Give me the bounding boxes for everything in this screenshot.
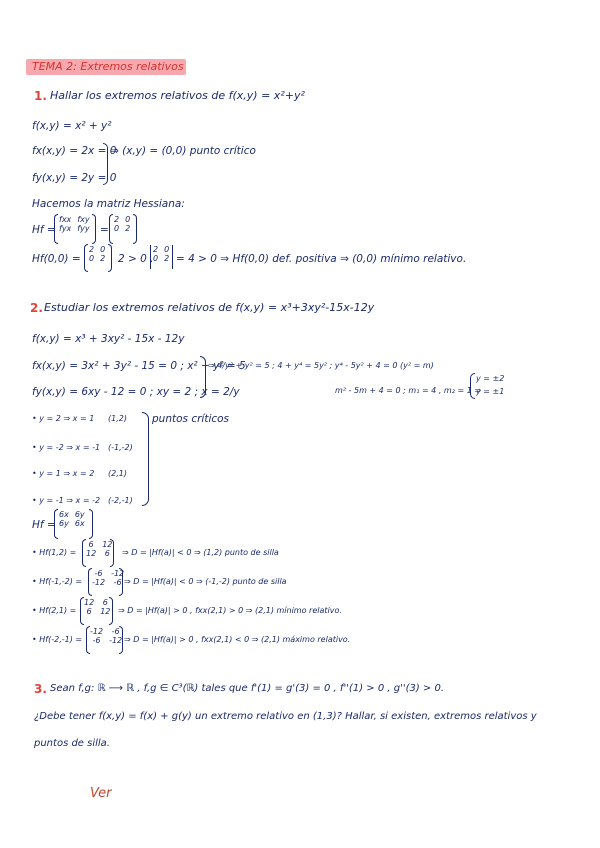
problem-3-number: 3.	[34, 682, 47, 696]
matrix-cell: 12	[86, 549, 97, 558]
matrix-cell: -12	[92, 578, 106, 587]
bracket-left	[54, 509, 58, 539]
p1-hf-label: Hf =	[32, 224, 56, 236]
matrix-cell: 6x	[59, 510, 69, 519]
eval-4-label: • Hf(-2,-1) =	[32, 635, 83, 644]
case-4-point: (-2,-1)	[108, 496, 133, 505]
case-1-point: (1,2)	[108, 414, 127, 423]
p2-hessian-symbolic	[59, 510, 85, 528]
problem-1-statement: Hallar los extremos relativos de f(x,y) = x²+y²	[50, 89, 305, 102]
bracket-left	[109, 214, 113, 244]
matrix-cell: 6y	[59, 519, 69, 528]
matrix-cell: -12	[111, 569, 125, 578]
matrix-cell: fyx	[59, 224, 72, 233]
p1-system-brace	[103, 143, 108, 185]
matrix-cell: 12	[84, 598, 95, 607]
p1-fy: fy(x,y) = 2y = 0	[32, 172, 117, 184]
matrix-cell: -6	[92, 636, 101, 645]
eval-1-matrix	[86, 540, 112, 558]
matrix-cell: -6	[111, 627, 120, 636]
root-y-2: y = ±2	[476, 374, 505, 383]
bracket-right	[110, 539, 114, 567]
problem-1-number: 1.	[34, 89, 47, 103]
eval-3-label: • Hf(2,1) =	[32, 606, 77, 615]
problem-3-line-3: puntos de silla.	[34, 738, 110, 749]
p1-first-minor: 2 > 0 ,	[118, 253, 154, 265]
matrix-cell: -12	[90, 627, 104, 636]
case-4-condition: • y = -1 ⇒ x = -2	[32, 496, 101, 505]
p2-system-brace	[200, 356, 206, 398]
topic-banner	[26, 59, 186, 75]
p2-quadratic: m² - 5m + 4 = 0 ; m₁ = 4 , m₂ = 1 ⇒	[335, 386, 482, 395]
eval-1-label: • Hf(1,2) =	[32, 548, 77, 557]
p1-fx: fx(x,y) = 2x = 0	[32, 145, 117, 157]
matrix-cell: 0	[100, 245, 106, 254]
p1-hessian-symbolic	[59, 215, 90, 233]
p1-hf00-matrix	[89, 245, 105, 263]
bracket-right	[119, 626, 123, 654]
p1-determinant	[153, 245, 169, 263]
p1-critical-point: ⇒ (x,y) = (0,0) punto crítico	[110, 145, 256, 157]
problem-3-line-2: ¿Debe tener f(x,y) = f(x) + g(y) un extremo relativo en (1,3)? Hallar, si existen, extremos relativos y	[34, 711, 537, 722]
matrix-cell: -6	[113, 578, 122, 587]
matrix-cell: 6x	[74, 519, 85, 528]
eval-4-result: ⇒ D = |Hf(a)| > 0 , fxx(2,1) < 0 ⇒ (2,1) máximo relativo.	[124, 635, 351, 644]
det-bar	[150, 245, 151, 269]
case-1-condition: • y = 2 ⇒ x = 1	[32, 414, 95, 423]
problem-2-statement: Estudiar los extremos relativos de f(x,y) = x³+3xy²-15x-12y	[44, 301, 375, 314]
p1-function: f(x,y) = x² + y²	[32, 120, 112, 132]
matrix-cell: fxy	[77, 215, 90, 224]
matrix-cell: 0	[89, 254, 95, 263]
eval-3-result: ⇒ D = |Hf(a)| > 0 , fxx(2,1) > 0 ⇒ (2,1) mínimo relativo.	[118, 606, 342, 615]
p2-fy: fy(x,y) = 6xy - 12 = 0 ; xy = 2 ; x = 2/y	[32, 386, 240, 398]
p1-hessian-intro: Hacemos la matriz Hessiana:	[32, 198, 185, 210]
bracket-left	[54, 214, 58, 244]
bracket-right	[133, 214, 137, 244]
matrix-cell: 12	[102, 540, 113, 549]
matrix-cell: 2	[100, 254, 106, 263]
matrix-cell: 6y	[74, 510, 85, 519]
det-bar	[172, 245, 173, 269]
bracket-right	[108, 244, 112, 272]
case-3-condition: • y = 1 ⇒ x = 2	[32, 469, 95, 478]
matrix-cell: -6	[94, 569, 103, 578]
matrix-cell: 0	[125, 215, 131, 224]
bracket-left	[84, 244, 88, 272]
matrix-cell: 6	[88, 540, 94, 549]
equals-sign: =	[100, 224, 109, 236]
ver-link[interactable]: Ver	[90, 786, 112, 801]
eval-2-result: ⇒ D = |Hf(a)| < 0 ⇒ (-1,-2) punto de silla	[124, 577, 287, 586]
eval-2-label: • Hf(-1,-2) =	[32, 577, 83, 586]
bracket-right	[92, 214, 96, 244]
matrix-cell: 6	[104, 549, 110, 558]
matrix-cell: 0	[114, 224, 120, 233]
problem-2-number: 2.	[30, 301, 43, 315]
case-3-point: (2,1)	[108, 469, 127, 478]
topic-title: TEMA 2: Extremos relativos	[32, 60, 184, 73]
matrix-cell: 12	[100, 607, 111, 616]
p1-hf00-label: Hf(0,0) =	[32, 253, 81, 265]
p1-conclusion: = 4 > 0 ⇒ Hf(0,0) def. positiva ⇒ (0,0) mínimo relativo.	[176, 253, 467, 265]
case-2-condition: • y = -2 ⇒ x = -1	[32, 443, 101, 452]
matrix-cell: 6	[102, 598, 108, 607]
eval-4-matrix	[90, 627, 122, 645]
root-y-1: y = ±1	[476, 387, 505, 396]
eval-1-result: ⇒ D = |Hf(a)| < 0 ⇒ (1,2) punto de silla	[122, 548, 279, 557]
case-2-point: (-1,-2)	[108, 443, 133, 452]
p2-function: f(x,y) = x³ + 3xy² - 15x - 12y	[32, 333, 185, 345]
matrix-cell: 2	[89, 245, 95, 254]
matrix-cell: 2	[114, 215, 120, 224]
matrix-cell: -12	[109, 636, 123, 645]
matrix-cell: 6	[86, 607, 92, 616]
p2-hf-label: Hf =	[32, 519, 56, 531]
critical-points-brace	[142, 412, 149, 506]
problem-3-line-1: Sean f,g: ℝ ⟶ ℝ , f,g ∈ C³(ℝ) tales que f'(1) = g'(3) = 0 , f''(1) > 0 , g''(3) > 0.	[50, 683, 445, 694]
bracket-right	[89, 509, 93, 539]
p2-fx: fx(x,y) = 3x² + 3y² - 15 = 0 ; x² + y² = 5	[32, 360, 246, 372]
matrix-cell: 2	[125, 224, 131, 233]
p2-system-solution: ⇒ 4/y² + y² = 5 ; 4 + y⁴ = 5y² ; y⁴ - 5y² + 4 = 0 (y² = m)	[208, 361, 434, 370]
matrix-cell: fyy	[77, 224, 90, 233]
matrix-cell: 2	[164, 254, 170, 263]
p1-hessian-values	[114, 215, 130, 233]
matrix-cell: 0	[153, 254, 159, 263]
eval-3-matrix	[84, 598, 110, 616]
bracket-right	[109, 597, 113, 625]
roots-brace	[470, 373, 475, 399]
critical-points-label: puntos críticos	[152, 413, 230, 425]
matrix-cell: 2	[153, 245, 159, 254]
bracket-right	[119, 568, 123, 596]
matrix-cell: fxx	[59, 215, 72, 224]
matrix-cell: 0	[164, 245, 170, 254]
